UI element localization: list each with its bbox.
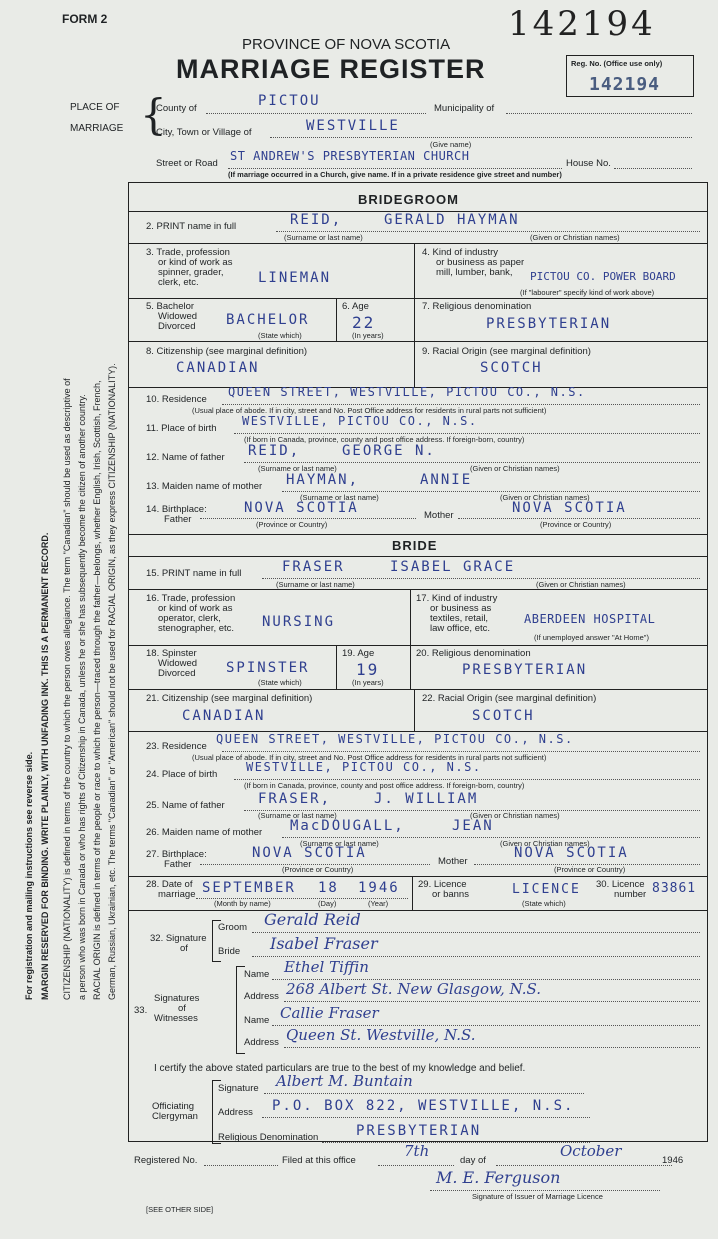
form-number: FORM 2 bbox=[62, 12, 108, 26]
marriage-day: 18 bbox=[318, 880, 339, 896]
bride-age-caption: (In years) bbox=[352, 678, 384, 687]
county-label: County of bbox=[156, 103, 197, 114]
clergy-signature: Albert M. Buntain bbox=[276, 1072, 413, 1090]
groom-age-caption: (In years) bbox=[352, 331, 384, 340]
place-brace: { bbox=[140, 90, 167, 139]
marriage-date-label: 28. Date of marriage bbox=[146, 879, 196, 900]
bride-surname-cap: (Surname or last name) bbox=[276, 580, 355, 589]
filed-year: 1946 bbox=[662, 1155, 684, 1166]
groom-mother-bp-label: Mother bbox=[424, 510, 454, 521]
groom-trade-label: 3. Trade, profession or kind of work as spinner, grader, clerk, etc. bbox=[146, 247, 233, 288]
bride-name-label: 15. PRINT name in full bbox=[146, 568, 242, 579]
certify-statement: I certify the above stated particulars are true to the best of my knowledge and belief. bbox=[154, 1063, 526, 1074]
groom-origin-value: SCOTCH bbox=[480, 360, 543, 376]
witness1-address-label: Address bbox=[244, 991, 279, 1002]
groom-name-label: 2. PRINT name in full bbox=[146, 221, 237, 232]
witness2-name-label: Name bbox=[244, 1015, 270, 1026]
margin-racial-def-1: RACIAL ORIGIN is defined in terms of the people or race to which the person—traced through the father—belongs, whether English, Irish, Scottish, French, bbox=[92, 380, 102, 1000]
groom-parents-bp-label: 14. Birthplace: Father bbox=[146, 504, 207, 525]
bride-status-value: SPINSTER bbox=[226, 660, 310, 676]
bride-heading: BRIDE bbox=[392, 538, 438, 553]
groom-trade-value: LINEMAN bbox=[258, 270, 332, 286]
bride-birthplace-note: (If born in Canada, province, county and post office address. If foreign-born, country) bbox=[244, 781, 525, 790]
groom-father-bp-cap: (Province or Country) bbox=[256, 520, 328, 529]
licence-label: 29. Licence or banns bbox=[418, 879, 469, 900]
groom-status-caption: (State which) bbox=[258, 331, 302, 340]
street-label: Street or Road bbox=[156, 158, 218, 169]
groom-given: GERALD HAYMAN bbox=[384, 212, 520, 228]
bride-age-label: 19. Age bbox=[342, 648, 375, 659]
street-note: (If marriage occurred in a Church, give name. If in a private residence give street and number) bbox=[228, 170, 562, 179]
bridegroom-heading: BRIDEGROOM bbox=[358, 192, 459, 207]
groom-industry-value: PICTOU CO. POWER BOARD bbox=[530, 270, 676, 283]
bride-trade-label: 16. Trade, profession or kind of work as operator, clerk, stenographer, etc. bbox=[146, 593, 236, 634]
margin-binding-note: MARGIN RESERVED FOR BINDING. WRITE PLAINLY, WITH UNFADING INK. THIS IS A PERMANENT RECORD. bbox=[40, 532, 50, 1000]
groom-father-bp: NOVA SCOTIA bbox=[244, 500, 359, 516]
filed-month: October bbox=[560, 1142, 622, 1160]
licence-value: LICENCE bbox=[512, 882, 581, 897]
groom-religion-label: 7. Religious denomination bbox=[422, 301, 532, 312]
witness1-name: Ethel Tiffin bbox=[284, 958, 369, 976]
bride-birthplace-label: 24. Place of birth bbox=[146, 769, 218, 780]
groom-surname: REID, bbox=[290, 212, 343, 228]
bride-residence-note: (Usual place of abode. If in city, street and No. Post Office address for residents in rural parts not sufficient) bbox=[192, 753, 547, 762]
filed-day: 7th bbox=[404, 1142, 430, 1160]
groom-status-label: 5. Bachelor Widowed Divorced bbox=[146, 301, 198, 332]
document-title: MARRIAGE REGISTER bbox=[176, 54, 486, 84]
bride-status-label: 18. Spinster Widowed Divorced bbox=[146, 648, 198, 679]
margin-citizenship-def-1: CITIZENSHIP (NATIONALITY) is defined in terms of the country to which the person owes allegiance. The term "Canadian" should be used as descriptive of bbox=[62, 378, 72, 1000]
bride-father-surname: FRASER, bbox=[258, 791, 332, 807]
register-box bbox=[128, 182, 708, 1142]
bride-religion-label: 20. Religious denomination bbox=[416, 648, 531, 659]
bride-father-given-cap: (Given or Christian names) bbox=[470, 811, 560, 820]
filed-label: Filed at this office bbox=[282, 1155, 356, 1166]
bride-father-label: 25. Name of father bbox=[146, 800, 225, 811]
margin-instructions-reverse: For registration and mailing instructions see reverse side. bbox=[24, 751, 34, 1000]
see-other-side: [SEE OTHER SIDE] bbox=[146, 1205, 214, 1214]
marriage-year-cap: (Year) bbox=[368, 899, 389, 908]
bride-religion-value: PRESBYTERIAN bbox=[462, 662, 588, 678]
groom-religion-value: PRESBYTERIAN bbox=[486, 316, 612, 332]
bride-citizenship-value: CANADIAN bbox=[182, 708, 266, 724]
bride-origin-value: SCOTCH bbox=[472, 708, 535, 724]
groom-age-label: 6. Age bbox=[342, 301, 369, 312]
groom-sig-label: Groom bbox=[218, 922, 248, 933]
groom-status-value: BACHELOR bbox=[226, 312, 310, 328]
bride-mother-surname-cap: (Surname or last name) bbox=[300, 839, 379, 848]
groom-industry-note: (If "labourer" specify kind of work above) bbox=[520, 288, 655, 297]
bride-birthplace-value: WESTVILLE, PICTOU CO., N.S. bbox=[246, 760, 482, 774]
reg-number-box bbox=[566, 55, 694, 97]
give-name-caption: (Give name) bbox=[430, 140, 472, 149]
bride-mother-bp-cap: (Province or Country) bbox=[554, 865, 626, 874]
bride-given-cap: (Given or Christian names) bbox=[536, 580, 626, 589]
groom-given-caption: (Given or Christian names) bbox=[530, 233, 620, 242]
witness1-address: 268 Albert St. New Glasgow, N.S. bbox=[286, 980, 542, 998]
groom-birthplace-label: 11. Place of birth bbox=[146, 423, 217, 434]
groom-mother-surname: HAYMAN, bbox=[286, 472, 360, 488]
marriage-year: 1946 bbox=[358, 880, 400, 896]
house-label: House No. bbox=[566, 158, 611, 169]
city-label: City, Town or Village of bbox=[156, 127, 252, 138]
municipality-label: Municipality of bbox=[434, 103, 495, 114]
witness2-name: Callie Fraser bbox=[280, 1004, 379, 1022]
reg-number-label: Reg. No. (Office use only) bbox=[571, 59, 663, 68]
groom-origin-label: 9. Racial Origin (see marginal definition) bbox=[422, 346, 591, 357]
handwritten-reg-number: 142194 bbox=[508, 4, 656, 44]
bride-origin-label: 22. Racial Origin (see marginal definition) bbox=[422, 693, 597, 704]
day-of-label: day of bbox=[460, 1155, 486, 1166]
licence-caption: (State which) bbox=[522, 899, 566, 908]
groom-father-label: 12. Name of father bbox=[146, 452, 225, 463]
bride-father-bp-cap: (Province or Country) bbox=[282, 865, 354, 874]
bride-sig-label: Bride bbox=[218, 946, 241, 957]
bride-given: ISABEL GRACE bbox=[390, 559, 516, 575]
groom-residence-value: QUEEN STREET, WESTVILLE, PICTOU CO., N.S. bbox=[228, 385, 586, 399]
bride-residence-label: 23. Residence bbox=[146, 741, 207, 752]
signature-of-label: 32. Signature of bbox=[150, 933, 207, 954]
groom-signature: Gerald Reid bbox=[264, 910, 361, 929]
groom-mother-given-cap: (Given or Christian names) bbox=[500, 493, 590, 502]
witness-signatures-label: Signatures of Witnesses bbox=[154, 993, 200, 1024]
officiating-clergyman-label: Officiating Clergyman bbox=[152, 1101, 198, 1122]
bride-citizenship-label: 21. Citizenship (see marginal definition) bbox=[146, 693, 313, 704]
groom-mother-surname-cap: (Surname or last name) bbox=[300, 493, 379, 502]
marriage-day-cap: (Day) bbox=[318, 899, 337, 908]
clergy-religion: PRESBYTERIAN bbox=[356, 1123, 482, 1139]
county-value: PICTOU bbox=[258, 93, 321, 109]
groom-mother-given: ANNIE bbox=[420, 472, 473, 488]
marriage-month-cap: (Month by name) bbox=[214, 899, 271, 908]
street-value: ST ANDREW'S PRESBYTERIAN CHURCH bbox=[230, 149, 470, 163]
bride-mother-surname: MacDOUGALL, bbox=[290, 818, 405, 834]
bride-trade-value: NURSING bbox=[262, 614, 336, 630]
bride-father-bp: NOVA SCOTIA bbox=[252, 845, 367, 861]
registered-no-label: Registered No. bbox=[134, 1155, 198, 1166]
bride-parents-bp-label: 27. Birthplace: Father bbox=[146, 849, 207, 870]
groom-surname-caption: (Surname or last name) bbox=[284, 233, 363, 242]
marriage-month: SEPTEMBER bbox=[202, 880, 296, 896]
licence-number-label: 30. Licence number bbox=[596, 879, 647, 900]
bride-mother-given: JEAN bbox=[452, 818, 494, 834]
clergy-sig-label: Signature bbox=[218, 1083, 259, 1094]
witness2-address-label: Address bbox=[244, 1037, 279, 1048]
groom-mother-bp: NOVA SCOTIA bbox=[512, 500, 627, 516]
bride-father-surname-cap: (Surname or last name) bbox=[258, 811, 337, 820]
bride-signature: Isabel Fraser bbox=[270, 934, 378, 953]
clergy-address: P.O. BOX 822, WESTVILLE, N.S. bbox=[272, 1098, 575, 1114]
marriage-label: MARRIAGE bbox=[70, 123, 124, 134]
bride-residence-value: QUEEN STREET, WESTVILLE, PICTOU CO., N.S. bbox=[216, 732, 574, 746]
bride-surname: FRASER bbox=[282, 559, 345, 575]
bride-mother-given-cap: (Given or Christian names) bbox=[500, 839, 590, 848]
bride-status-caption: (State which) bbox=[258, 678, 302, 687]
clergy-religion-label: Religious Denomination bbox=[218, 1132, 319, 1143]
bride-mother-bp: NOVA SCOTIA bbox=[514, 845, 629, 861]
groom-father-given-cap: (Given or Christian names) bbox=[470, 464, 560, 473]
groom-mother-label: 13. Maiden name of mother bbox=[146, 481, 263, 492]
bride-industry-note: (If unemployed answer "At Home") bbox=[534, 633, 649, 642]
reg-number-stamp: 142194 bbox=[589, 74, 661, 95]
margin-citizenship-def-2: a person who was born in Canada or who has rights of Citizenship in Canada, unless he or she has subsequently become the citizen of another country. bbox=[77, 394, 87, 1000]
groom-father-surname: REID, bbox=[248, 443, 301, 459]
witness2-address: Queen St. Westville, N.S. bbox=[286, 1026, 476, 1044]
bride-mother-label: 26. Maiden name of mother bbox=[146, 827, 263, 838]
witness1-name-label: Name bbox=[244, 969, 270, 980]
bride-age-value: 19 bbox=[356, 660, 380, 679]
place-of-label: PLACE OF bbox=[70, 102, 120, 113]
province-title: PROVINCE OF NOVA SCOTIA bbox=[242, 36, 451, 53]
witness-33-number: 33. bbox=[134, 1005, 148, 1016]
groom-father-given: GEORGE N. bbox=[342, 443, 436, 459]
groom-birthplace-note: (If born in Canada, province, county and post office address. If foreign-born, country) bbox=[244, 435, 525, 444]
groom-birthplace-value: WESTVILLE, PICTOU CO., N.S. bbox=[242, 414, 478, 428]
margin-racial-def-2: German, Russian, Ukrainian, etc. The terms "Canadian" or "American" should not be used for RACIAL ORIGIN, as they express CITIZENSHIP (NATIONALITY). bbox=[107, 363, 117, 1000]
groom-industry-label: 4. Kind of industry or business as paper mill, lumber, bank, bbox=[422, 247, 525, 278]
bride-father-given: J. WILLIAM bbox=[374, 791, 479, 807]
issuer-signature: M. E. Ferguson bbox=[436, 1168, 561, 1187]
groom-father-surname-cap: (Surname or last name) bbox=[258, 464, 337, 473]
city-value: WESTVILLE bbox=[306, 118, 400, 134]
bride-industry-label: 17. Kind of industry or business as textiles, retail, law office, etc. bbox=[416, 593, 498, 634]
clergy-address-label: Address bbox=[218, 1107, 253, 1118]
groom-mother-bp-cap: (Province or Country) bbox=[540, 520, 612, 529]
licence-number-value: 83861 bbox=[652, 881, 697, 896]
groom-citizenship-label: 8. Citizenship (see marginal definition) bbox=[146, 346, 308, 357]
groom-age-value: 22 bbox=[352, 313, 376, 332]
issuer-caption: Signature of Issuer of Marriage Licence bbox=[472, 1192, 603, 1201]
groom-residence-label: 10. Residence bbox=[146, 394, 207, 405]
groom-citizenship-value: CANADIAN bbox=[176, 360, 260, 376]
groom-residence-note: (Usual place of abode. If in city, street and No. Post Office address for residents in rural parts not sufficient) bbox=[192, 406, 547, 415]
bride-mother-bp-label: Mother bbox=[438, 856, 468, 867]
bride-industry-value: ABERDEEN HOSPITAL bbox=[524, 612, 656, 626]
